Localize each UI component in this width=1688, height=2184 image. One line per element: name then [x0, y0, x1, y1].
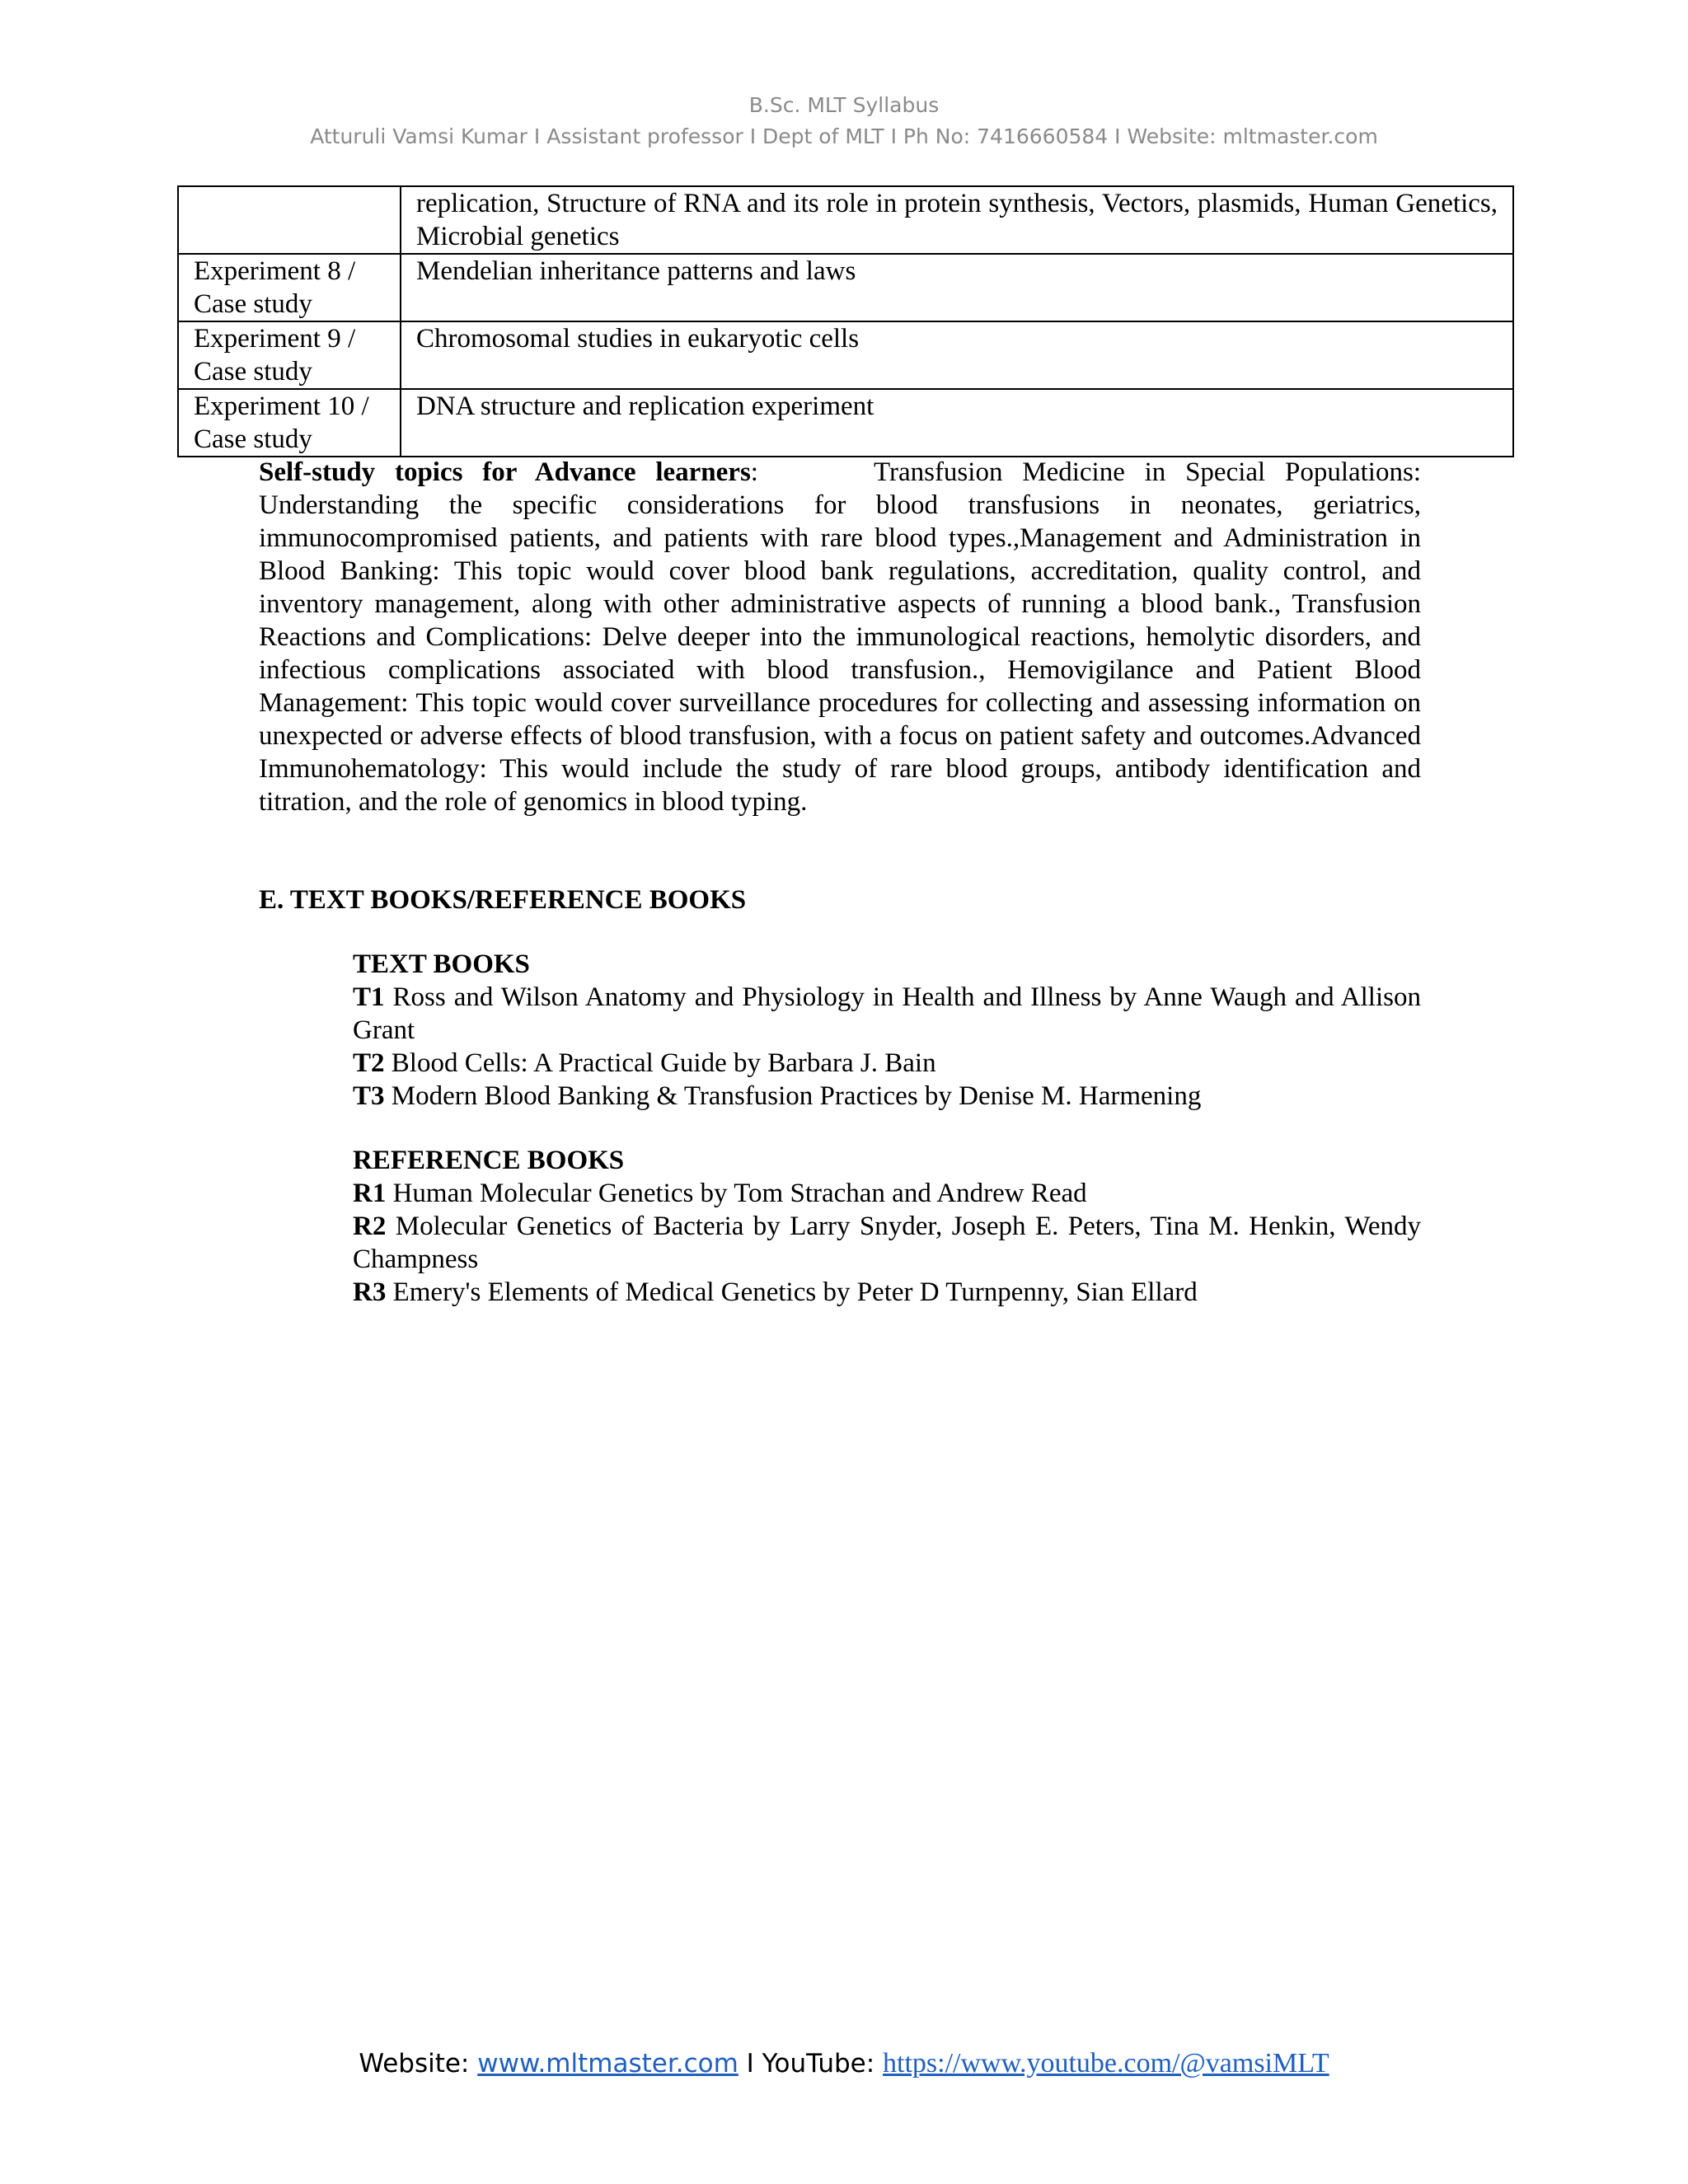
book-title: Molecular Genetics of Bacteria by Larry Snyder, Joseph E. Peters, Tina M. Henkin, Wendy Champness: [353, 1212, 1421, 1274]
list-item: [353, 1047, 1421, 1080]
book-title: Ross and Wilson Anatomy and Physiology in Health and Illness by Anne Waugh and Allison Grant: [353, 982, 1421, 1045]
book-code: R3: [353, 1277, 387, 1307]
experiment-content: Mendelian inheritance patterns and laws: [401, 254, 1513, 321]
self-study-paragraph: [259, 456, 1421, 818]
list-item: [353, 981, 1421, 1047]
book-code: R2: [353, 1212, 387, 1241]
section-heading: E. TEXT BOOKS/REFERENCE BOOKS: [259, 885, 747, 915]
book-code: T2: [353, 1048, 385, 1078]
list-item: [353, 1080, 1421, 1113]
book-title: Modern Blood Banking & Transfusion Practices by Denise M. Harmening: [384, 1081, 1202, 1111]
book-code: T3: [353, 1081, 385, 1111]
self-study-body: Transfusion Medicine in Special Populations: Understanding the specific considerations for blood transfusions in neonates, geriatrics, immunocompromised patients, and patients with rare blood types.,Management and Administration in Blood Banking: This topic would cover blood bank regulations, accreditation, quality control, and inventory management, along with other administrative aspects of running a blood bank., Transfusion Reactions and Complications: Delve deeper into the immunological reactions, hemolytic disorders, and infectious complications associated with blood transfusion., Hemovigilance and Patient Blood Management: This topic would cover surveillance procedures for collecting and assessing information on unexpected or adverse effects of blood transfusion, with a focus on patient safety and outcomes.Advanced Immunohematology: This would include the study of rare blood groups, antibody identification and titration, and the role of genomics in blood typing.: [259, 457, 1421, 817]
experiment-label: Experiment 10 / Case study: [178, 389, 401, 457]
experiment-label: Experiment 8 / Case study: [178, 254, 401, 321]
book-title: Blood Cells: A Practical Guide by Barbara J. Bain: [384, 1048, 936, 1078]
list-item: [353, 1210, 1421, 1276]
reference-books-heading: REFERENCE BOOKS: [353, 1146, 625, 1175]
header-subtitle: Atturuli Vamsi Kumar I Assistant professor I Dept of MLT I Ph No: 7416660584 I Website: mltmaster.com: [310, 124, 1378, 148]
list-item: [353, 1177, 1421, 1210]
experiment-label: Experiment 9 / Case study: [178, 321, 401, 389]
list-item: [353, 1276, 1421, 1309]
text-books-section: [353, 948, 1421, 1113]
header-title: B.Sc. MLT Syllabus: [748, 93, 940, 117]
page-footer: [0, 2048, 1688, 2079]
book-code: T1: [353, 982, 385, 1012]
website-link[interactable]: www.mltmaster.com: [477, 2049, 738, 2079]
experiment-content: DNA structure and replication experiment: [401, 389, 1513, 457]
footer-website-label: Website:: [359, 2049, 478, 2079]
book-title: Emery's Elements of Medical Genetics by Peter D Turnpenny, Sian Ellard: [386, 1277, 1198, 1307]
table-row: [178, 254, 1513, 321]
footer-separator: I YouTube:: [738, 2049, 884, 2079]
reference-books-section: [353, 1144, 1421, 1309]
book-code: R1: [353, 1179, 387, 1208]
text-books-heading: TEXT BOOKS: [353, 949, 530, 979]
experiment-label: [178, 186, 401, 254]
table-row: [178, 321, 1513, 389]
experiments-table: [177, 185, 1514, 457]
table-row: [178, 389, 1513, 457]
table-row: [178, 186, 1513, 254]
experiment-content: replication, Structure of RNA and its role in protein synthesis, Vectors, plasmids, Human Genetics, Microbial genetics: [401, 186, 1513, 254]
self-study-colon: :: [750, 457, 758, 487]
experiment-content: Chromosomal studies in eukaryotic cells: [401, 321, 1513, 389]
book-title: Human Molecular Genetics by Tom Strachan and Andrew Read: [386, 1179, 1087, 1208]
self-study-heading: Self-study topics for Advance learners: [259, 457, 751, 487]
youtube-link[interactable]: https://www.youtube.com/@vamsiMLT: [883, 2048, 1329, 2079]
